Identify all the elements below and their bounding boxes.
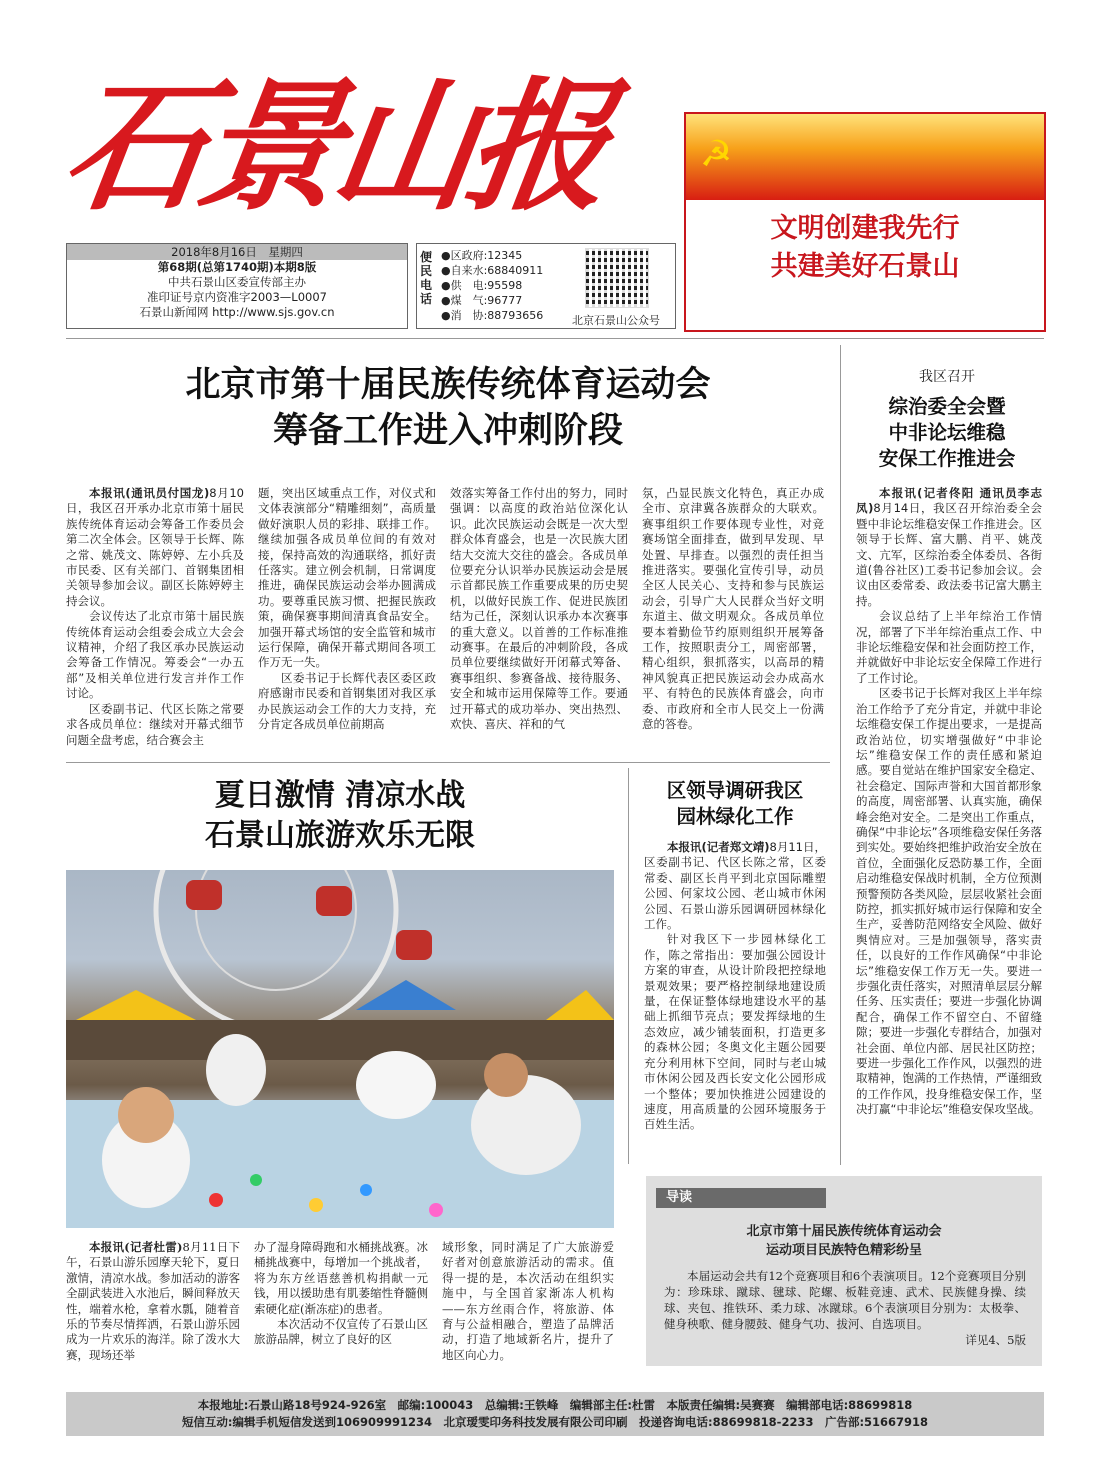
license-number: 准印证号京内资准字2003—L0007 (147, 290, 327, 304)
lead-column-3: 效落实筹备工作付出的努力，同时强调：以高度的政治站位深化认识。此次民族运动会既是一次大型群众体育盛会，也是一次民族大团结大交流大交往的盛会。各成员单位要充分认识举办民族运动会是展示首都民族工作重要成果的历史契机，以做好民族工作、促进民族团结为己任，深刻认识承办本次赛事的重大意义。以首善的工作标准推动赛事。在最后的冲刺阶段，各成员单位要继续做好开闭幕式筹备、赛事组织、参赛备战、接待服务、安全和城市运用保障等工作。要通过开幕式的成功举办、突出热烈、欢快、喜庆、祥和的气 (450, 486, 628, 732)
divider (66, 762, 830, 763)
guide-box[interactable] (646, 1176, 1042, 1366)
issue-date: 2018年8月16日 星期四 (67, 244, 407, 260)
greening-article-body: 本报讯(记者郑文靖)8月11日，区委副书记、代区长陈之常，区委常委、副区长肖平到北京国际雕塑公园、何家坟公园、老山城市休闲公园、石景山游乐园调研园林绿化工作。 针对我区下一步园林绿化工作，陈之常指出：要加强公园设计方案的审查，从设计阶段把控绿地景观效果；要严格控制绿地建设质量，在保证整体绿地建设水平的基础上抓细节亮点；要发挥绿地的生态效应，减少铺装面积，打造更多的森林公园；冬奥文化主题公园要充分利用林下空间，同时与老山城市休闲公园及西长安文化公园形成一个整体；要加快推进公园建设的速度，用高质量的公园环境服务于百姓生活。 (644, 840, 826, 1132)
contact-label: 便民电话 (420, 250, 433, 306)
issue-info-box (66, 243, 408, 329)
water-fight-photo (66, 870, 614, 1228)
summer-byline: 本报讯(记者杜雷) (89, 1240, 183, 1254)
website: 石景山新闻网 http://www.sjs.gov.cn (139, 305, 335, 319)
greening-headline-line: 园林绿化工作 (676, 805, 794, 828)
qr-code-icon[interactable] (585, 248, 649, 308)
summer-column-1: 本报讯(记者杜雷)8月11日下午，石景山游乐园摩天轮下，夏日激情，清凉水战。参加活动的游客全副武装进入水池后，瞬间释放天性，端着水枪，拿着水瓢，随着音乐的节奏尽情挥洒，石景山游乐园成为一片欢乐的海洋。除了泼水大赛，现场还举 (66, 1240, 240, 1362)
lead-column-2: 题，突出区域重点工作，对仪式和文体表演部分“精雕细刻”，高质量做好演职人员的彩排、联排工作。继续加强各成员单位间的有效对接，保持高效的沟通联络，抓好责任落实。建立例会机制，日常调度推进，确保民族运动会举办圆满成功。要尊重民族习惯、把握民族政策，确保赛事期间清真食品安全。加强开幕式场馆的安全监管和城市运行保障，确保开幕式期间各项工作万无一失。 区委书记于长辉代表区委区政府感谢市民委和首钢集团对我区承办民族运动会工作的大力支持，充分肯定各成员单位前期高 (258, 486, 436, 732)
slogan-banner (684, 112, 1046, 332)
lead-headline-1: 北京市第十届民族传统体育运动会 (185, 365, 711, 405)
right-byline: 本报讯(记者佟阳 通讯员李志凤) (856, 486, 1042, 516)
contact-item: ●区政府:12345 (441, 249, 523, 262)
lead-headline-2: 筹备工作进入冲刺阶段 (272, 411, 623, 451)
masthead-title: 石景山报 (54, 64, 614, 230)
contact-list (441, 248, 543, 323)
right-headline-line: 中非论坛维稳 (888, 421, 1006, 444)
summer-headline-2: 石景山旅游欢乐无限 (205, 818, 475, 853)
issue-number: 第68期(总第1740期)本期8版 (157, 260, 317, 274)
guide-title-2: 运动项目民族特色精彩纷呈 (765, 1243, 922, 1258)
footer (66, 1392, 1044, 1436)
right-kicker: 我区召开 (919, 369, 975, 385)
right-headline-line: 综治委全会暨 (888, 395, 1006, 418)
right-article-body: 本报讯(记者佟阳 通讯员李志凤)8月14日，我区召开综治委全会暨中非论坛维稳安保工作推进会。区领导于长辉、富大鹏、肖平、姚茂文、亢军，区综治委全体委员、各街道(鲁谷社区)工委书记参加会议。会议由区委常委、政法委书记富大鹏主持。 会议总结了上半年综治工作情况，部署了下半年综治重点工作、中非论坛维稳安保和社会面防控工作，并就做好中非论坛安全保障工作进行了工作讨论。 区委书记于长辉对我区上半年综治工作给予了充分肯定，并就中非论坛维稳安保工作提出要求，一是提高政治站位，切实增强做好“中非论坛”维稳安保工作的责任感和紧迫感。要自觉站在维护国家安全稳定、社会稳定、国际声誉和大国首都形象的高度，周密部署、认真实施，确保峰会绝对安全。二是突出工作重点，确保“中非论坛”各项维稳安保任务落到实处。要始终把维护政治安全放在首位，全面强化反恐防暴工作，全面启动维稳安保战时机制，全方位预测预警预防各类风险，层层收紧社会面防控，抓实抓好城市运行保障和安全生产，妥善防范网络安全风险、做好舆情应对。三是加强领导，落实责任，以良好的工作作风确保“中非论坛”维稳安保工作万无一失。要进一步强化责任落实，对照清单层层分解任务、压实责任；要进一步强化协调配合，确保工作不留空白、不留缝隙；要进一步强化专群结合，加强对社会面、单位内部、居民社区防控；要进一步强化工作作风，以强烈的进取精神，饱满的工作热情，严谨细致的工作作风，投身维稳安保工作，坚决打赢“中非论坛”维稳安保攻坚战。 (856, 486, 1042, 1117)
publisher: 中共石景山区委宣传部主办 (168, 275, 306, 289)
summer-column-3: 域形象，同时满足了广大旅游爱好者对创意旅游活动的需求。值得一提的是，本次活动在组织实施中，与全国首家渐冻人机构——东方丝雨合作，将旅游、体育与公益相融合，塑造了品牌活动，打造了地域新名片，提升了地区向心力。 (442, 1240, 614, 1362)
guide-title-1: 北京市第十届民族传统体育运动会 (746, 1224, 942, 1239)
guide-body: 本届运动会共有12个竞赛项目和6个表演项目。12个竞赛项目分别为：珍珠球、蹴球、毽球、陀螺、板鞋竞速、武术、民族健身操、续球、夹包、推铁环、柔力球、冰蹴球。6个表演项目分别为：太极拳、健身秧歌、健身腰鼓、健身气功、拔河、自选项目。 (664, 1269, 1026, 1331)
footer-line-2: 短信互动:编辑手机短信发送到106909991234 北京瑷雯印务科技发展有限公司印刷 投递咨询电话:88699818-2233 广告部:51667918 (181, 1415, 929, 1429)
contact-item: ●自来水:68840911 (441, 264, 544, 277)
contact-item: ●煤 气:96777 (441, 294, 523, 307)
lead-column-1: 本报讯(通讯员付国龙)8月10日，我区召开承办北京市第十届民族传统体育运动会筹备工作委员会第二次全体会。区领导于长辉、陈之常、姚茂文、陈婷婷、左小兵及市民委、区有关部门、首钢集团相关领导参加会议。副区长陈婷婷主持会议。 会议传达了北京市第十届民族传统体育运动会组委会成立大会会议精神，介绍了我区承办民族运动会筹备工作情况。筹委会“一办五部”及相关单位进行发言并作工作讨论。 区委副书记、代区长陈之常要求各成员单位：继续对开幕式细节问题全盘考虑，结合赛会主 (66, 486, 244, 747)
lead-column-4: 氛，凸显民族文化特色，真正办成全市、京津冀各族群众的大联欢。赛事组织工作要体现专业性，对竞赛场馆全面排查，做到早发现、早处置、早排查。以强烈的责任担当推进落实。要强化宣传引导，动员全区人民关心、支持和参与民族运动会，引导广大人民群众当好文明东道主、做文明观众。各成员单位要本着勤俭节约原则组织开展筹备工作，按照职责分工，周密部署，精心组织，狠抓落实，以高昂的精神风貌真正把民族运动会办成高水平、有特色的民族体育盛会，向市委、市政府和全市人民交上一份满意的答卷。 (642, 486, 824, 732)
summer-column-2: 办了湿身障碍跑和水桶挑战赛。冰桶挑战赛中，每增加一个挑战者，将为东方丝语慈善机构捐献一元钱，用以援助患有肌萎缩性脊髓侧索硬化症(渐冻症)的患者。 本次活动不仅宣传了石景山区旅游品牌，树立了良好的区 (254, 1240, 428, 1347)
greening-headline-line: 区领导调研我区 (666, 779, 804, 802)
contact-item: ●消 协:88793656 (441, 309, 544, 322)
divider (840, 345, 841, 1165)
party-emblem-icon: ☭ (700, 134, 733, 175)
guide-more-link[interactable]: 详见4、5版 (965, 1333, 1026, 1347)
divider (628, 768, 629, 1164)
summer-headline-1: 夏日激情 清凉水战 (214, 778, 466, 813)
contact-item: ●供 电:95598 (441, 279, 523, 292)
slogan-line-2: 共建美好石景山 (770, 251, 960, 282)
photo-illustration (66, 870, 614, 1228)
footer-line-1: 本报地址:石景山路18号924-926室 邮编:100043 总编辑:王铁峰 编辑部主任:杜雷 本版责任编辑:吴赛赛 编辑部电话:88699818 (197, 1398, 913, 1412)
slogan-line-1: 文明创建我先行 (770, 213, 960, 244)
contact-box (416, 243, 676, 329)
guide-tab: 导读 (656, 1188, 826, 1208)
right-headline-line: 安保工作推进会 (878, 447, 1016, 470)
divider (66, 338, 1044, 339)
qr-label: 北京石景山公众号 (572, 314, 660, 327)
flag-graphic (686, 114, 1044, 200)
lead-byline: 本报讯(通讯员付国龙) (89, 486, 210, 500)
greening-byline: 本报讯(记者郑文靖) (667, 840, 770, 854)
